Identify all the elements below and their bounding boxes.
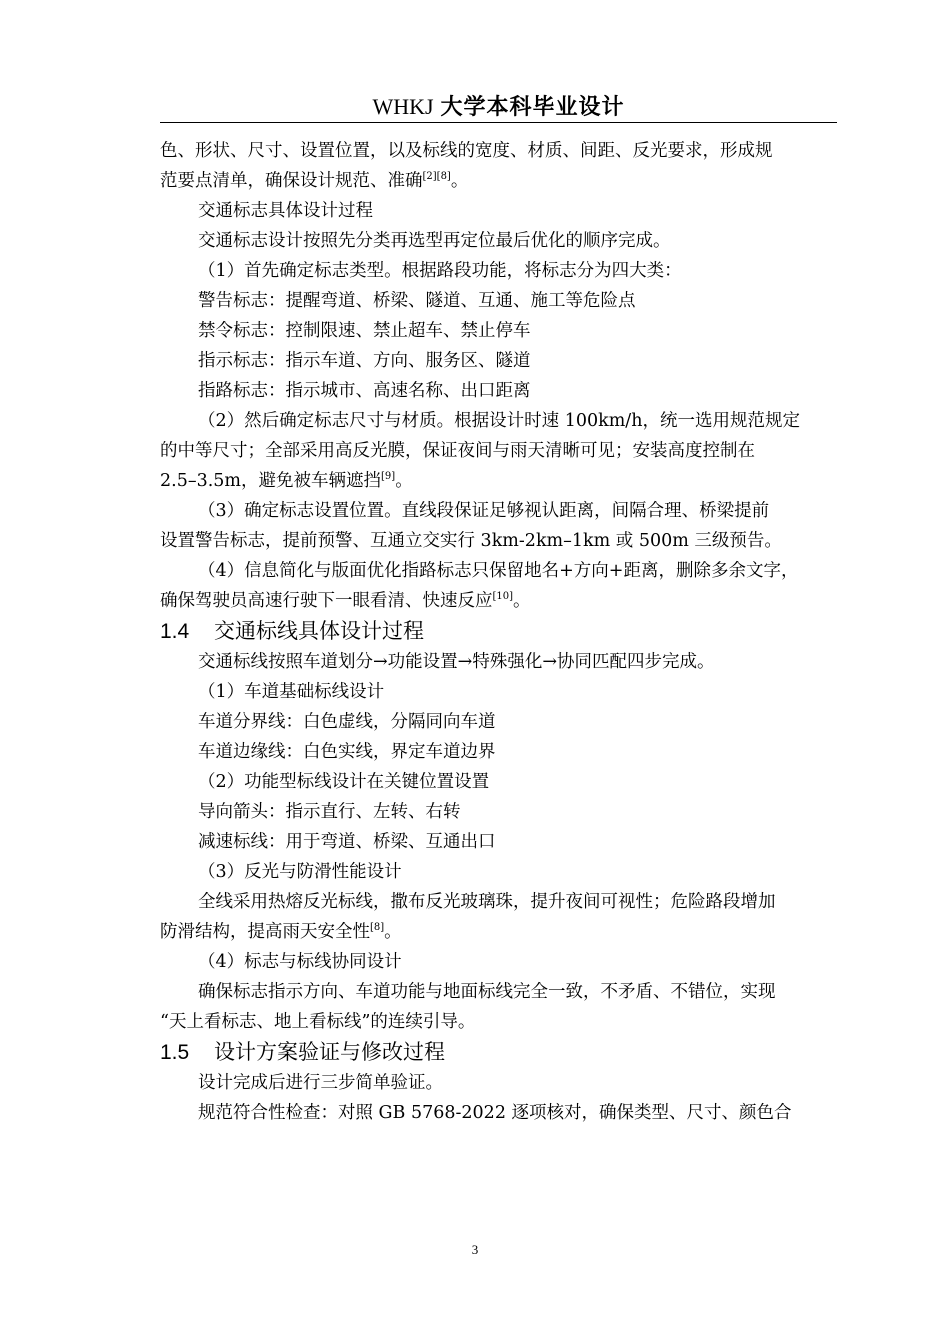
paragraph-line: “天上看标志、地上看标线”的连续引导。 xyxy=(160,1012,476,1032)
paragraph-line: 全线采用热熔反光标线，撒布反光玻璃珠，提升夜间可视性；危险路段增加 xyxy=(198,892,776,912)
citation: [8] xyxy=(370,922,385,934)
paragraph-line: 防滑结构，提高雨天安全性[8]。 xyxy=(160,922,402,942)
paragraph: 设计完成后进行三步简单验证。 xyxy=(198,1073,443,1093)
citation: [9] xyxy=(381,471,396,483)
list-item: 车道分界线：白色虚线，分隔同向车道 xyxy=(198,712,496,732)
list-item: 指示标志：指示车道、方向、服务区、隧道 xyxy=(198,351,531,371)
section-title: 设计方案验证与修改过程 xyxy=(214,1040,445,1064)
list-item: 指路标志：指示城市、高速名称、出口距离 xyxy=(198,381,531,401)
paragraph-line: 规范符合性检查：对照 GB 5768-2022 逐项核对，确保类型、尺寸、颜色合 xyxy=(198,1103,792,1123)
list-item: 禁令标志：控制限速、禁止超车、禁止停车 xyxy=(198,321,531,341)
paragraph: （1）车道基础标线设计 xyxy=(198,682,385,702)
subheading: 交通标志具体设计过程 xyxy=(198,201,373,221)
page-body xyxy=(160,136,837,1128)
header-title: 大学本科毕业设计 xyxy=(440,95,625,120)
paragraph-line: 确保驾驶员高速行驶下一眼看清、快速反应[10]。 xyxy=(160,591,531,611)
page-header xyxy=(160,92,837,123)
citation: [2][8] xyxy=(422,171,451,183)
paragraph: （4）标志与标线协同设计 xyxy=(198,952,402,972)
section-heading-1-5 xyxy=(160,1037,837,1068)
section-number: 1.5 xyxy=(160,1041,190,1064)
list-item: 减速标线：用于弯道、桥梁、互通出口 xyxy=(198,832,496,852)
section-number: 1.4 xyxy=(160,620,190,643)
citation: [10] xyxy=(492,591,514,603)
paragraph-line: 范要点清单，确保设计规范、准确[2][8]。 xyxy=(160,171,469,191)
paragraph-line: 设置警告标志，提前预警、互通立交实行 3km-2km–1km 或 500m 三级预告。 xyxy=(160,531,782,551)
paragraph: （1）首先确定标志类型。根据路段功能，将标志分为四大类： xyxy=(198,261,682,281)
list-item: 车道边缘线：白色实线，界定车道边界 xyxy=(198,742,496,762)
paragraph-line: 的中等尺寸；全部采用高反光膜，保证夜间与雨天清晰可见；安装高度控制在 xyxy=(160,441,755,461)
paragraph-line: 色、形状、尺寸、设置位置，以及标线的宽度、材质、间距、反光要求，形成规 xyxy=(160,141,773,161)
paragraph-line: （4）信息简化与版面优化指路标志只保留地名+方向+距离，删除多余文字， xyxy=(198,561,799,581)
section-heading-1-4 xyxy=(160,616,837,647)
header-latin: WHKJ xyxy=(372,94,434,119)
paragraph: （3）反光与防滑性能设计 xyxy=(198,862,402,882)
list-item: 导向箭头：指示直行、左转、右转 xyxy=(198,802,461,822)
section-title: 交通标线具体设计过程 xyxy=(214,619,424,643)
paragraph: 交通标线按照车道划分→功能设置→特殊强化→协同匹配四步完成。 xyxy=(198,652,715,672)
paragraph-line: 确保标志指示方向、车道功能与地面标线完全一致，不矛盾、不错位，实现 xyxy=(198,982,776,1002)
paragraph-line: （3）确定标志设置位置。直线段保证足够视认距离，间隔合理、桥梁提前 xyxy=(198,501,770,521)
page-number: 3 xyxy=(471,1242,479,1257)
paragraph: 交通标志设计按照先分类再选型再定位最后优化的顺序完成。 xyxy=(198,231,671,251)
paragraph-line: （2）然后确定标志尺寸与材质。根据设计时速 100km/h，统一选用规范规定 xyxy=(198,411,800,431)
list-item: 警告标志：提醒弯道、桥梁、隧道、互通、施工等危险点 xyxy=(198,291,636,311)
paragraph: （2）功能型标线设计在关键位置设置 xyxy=(198,772,490,792)
paragraph-line: 2.5–3.5m，避免被车辆遮挡[9]。 xyxy=(160,471,413,491)
